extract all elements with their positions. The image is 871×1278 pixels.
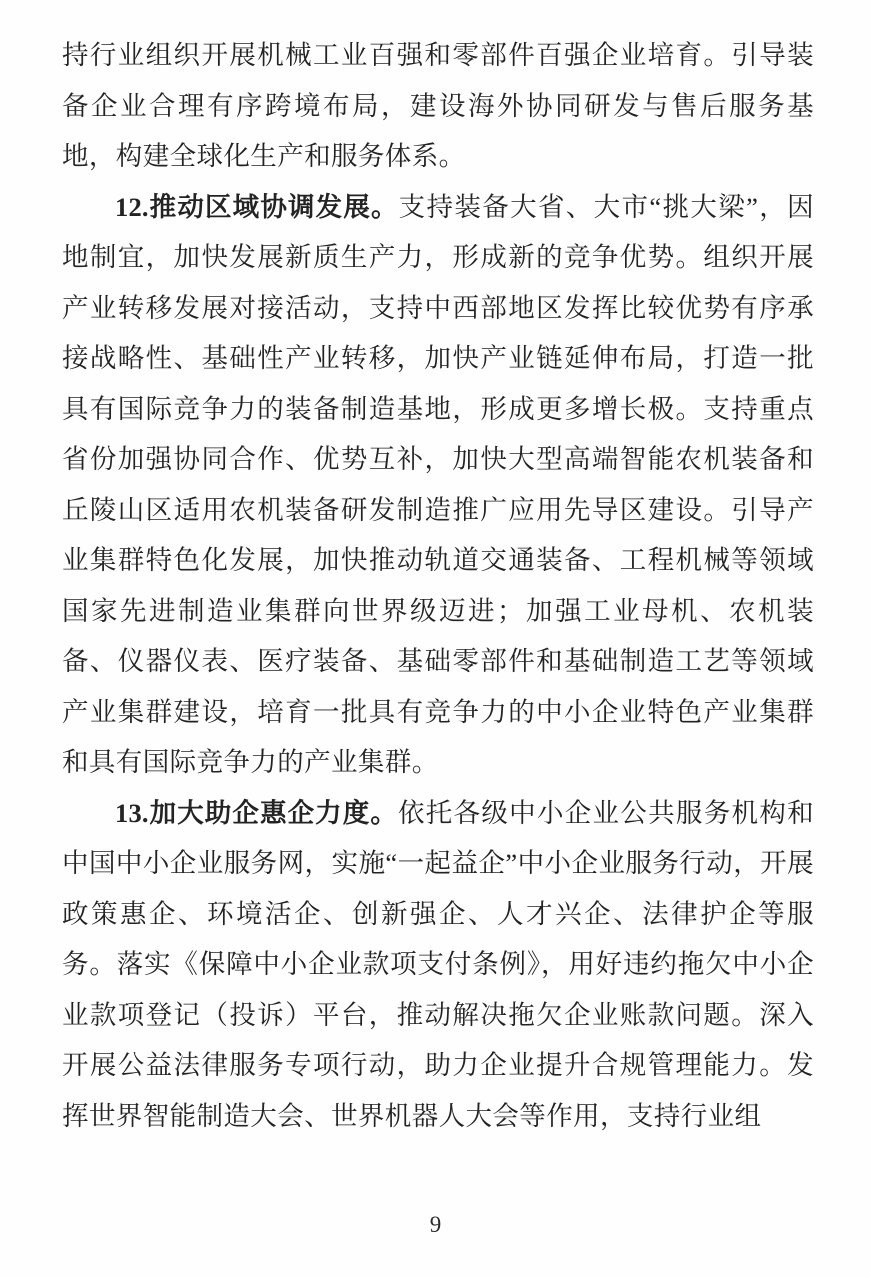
paragraph-item-13 — [62, 788, 814, 1142]
paragraph-lead-13: 13.加大助企惠企力度。 — [115, 797, 398, 828]
paragraph-text: 持行业组织开展机械工业百强和零部件百强企业培育。引导装备企业合理有序跨境布局，建设海外协同研发与售后服务基地，构建全球化生产和服务体系。 — [62, 40, 814, 171]
page-number: 9 — [429, 1212, 442, 1237]
paragraph-continued — [62, 30, 814, 182]
page-body — [62, 30, 814, 1141]
paragraph-lead-12: 12.推动区域协调发展。 — [115, 191, 399, 222]
paragraph-item-12 — [62, 182, 814, 788]
paragraph-text: 依托各级中小企业公共服务机构和中国中小企业服务网，实施“一起益企”中小企业服务行动，开展政策惠企、环境活企、创新强企、人才兴企、法律护企等服务。落实《保障中小企业款项支付条例》，用好违约拖欠中小企业款项登记（投诉）平台，推动解决拖欠企业账款问题。深入开展公益法律服务专项行动，助力企业提升合规管理能力。发挥世界智能制造大会、世界机器人大会等作用，支持行业组 — [62, 797, 815, 1131]
paragraph-text: 支持装备大省、大市“挑大梁”，因地制宜，加快发展新质生产力，形成新的竞争优势。组织开展产业转移发展对接活动，支持中西部地区发挥比较优势有序承接战略性、基础性产业转移，加快产业链延伸布局，打造一批具有国际竞争力的装备制造基地，形成更多增长极。支持重点省份加强协同合作、优势互补，加快大型高端智能农机装备和丘陵山区适用农机装备研发制造推广应用先导区建设。引导产业集群特色化发展，加快推动轨道交通装备、工程机械等领域国家先进制造业集群向世界级迈进；加强工业母机、农机装备、仪器仪表、医疗装备、基础零部件和基础制造工艺等领域产业集群建设，培育一批具有竞争力的中小企业特色产业集群和具有国际竞争力的产业集群。 — [62, 191, 814, 777]
